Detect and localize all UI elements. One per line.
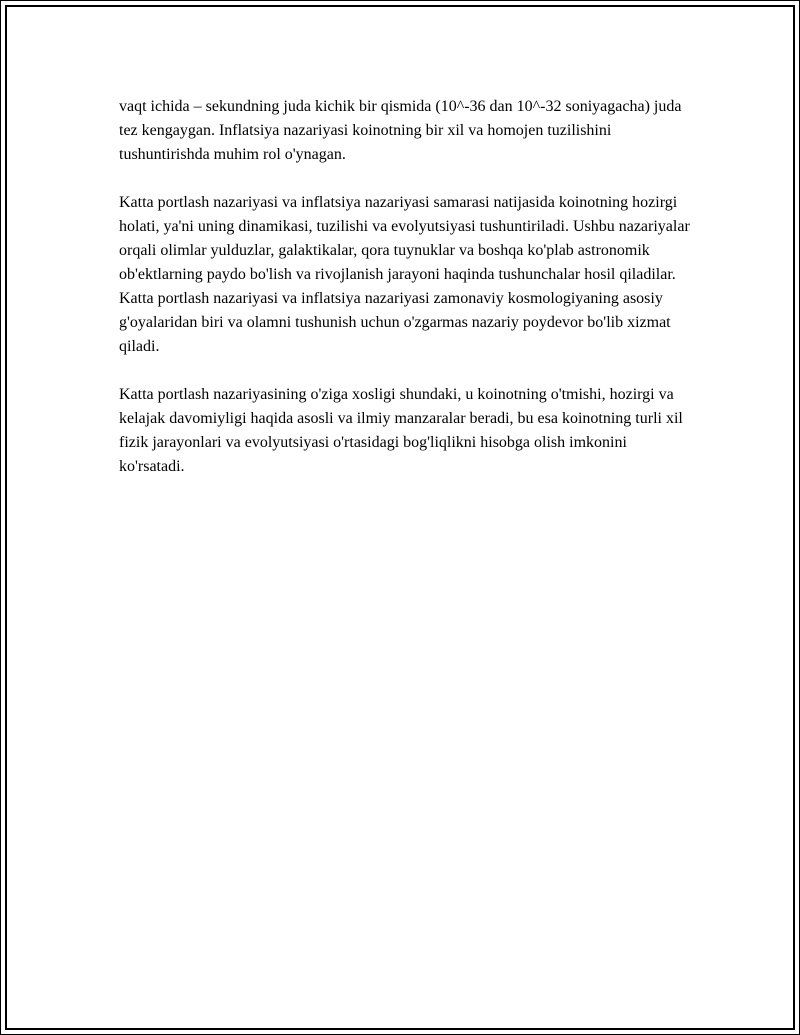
paragraph-3: Katta portlash nazariyasining o'ziga xosligi shundaki, u koinotning o'tmishi, hozirgi va kelajak davomiyligi haqida asosli va ilmiy manzaralar beradi, bu esa koinotning turli xil fizik jarayonlari va evolyutsiyasi o'rtasidagi bog'liqlikni hisobga olish imkonini ko'rsatadi. (119, 386, 683, 475)
paragraph-1: vaqt ichida – sekundning juda kichik bir qismida (10^-36 dan 10^-32 soniyagacha) juda tez kengaygan. Inflatsiya nazariyasi koinotning bir xil va homojen tuzilishini tushuntirishda muhim rol o'ynagan. (119, 98, 682, 163)
document-body (119, 95, 693, 503)
paragraph-2: Katta portlash nazariyasi va inflatsiya nazariyasi samarasi natijasida koinotning hozirgi holati, ya'ni uning dinamikasi, tuzilishi va evolyutsiyasi tushuntiriladi. Ushbu nazariyalar orqali olimlar yulduzlar, galaktikalar, qora tuynuklar va boshqa ko'plab astronomik ob'ektlarning paydo bo'lish va rivojlanish jarayoni haqinda tushunchalar hosil qiladilar. Katta portlash nazariyasi va inflatsiya nazariyasi zamonaviy kosmologiyaning asosiy g'oyalaridan biri va olamni tushunish uchun o'zgarmas nazariy poydevor bo'lib xizmat qiladi. (119, 194, 690, 355)
